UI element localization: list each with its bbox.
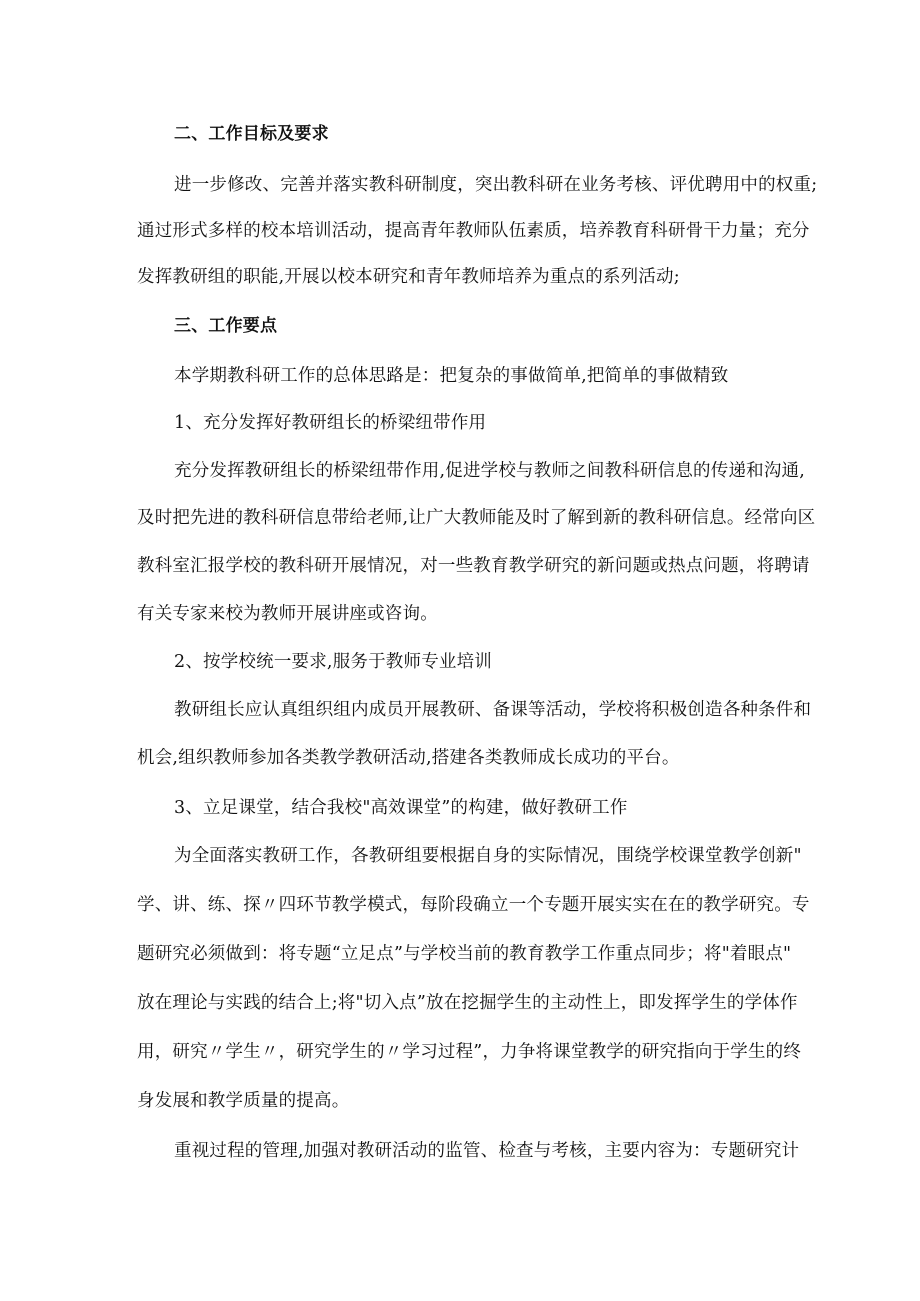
item2-para-line: 机会,组织教师参加各类教学教研活动,搭建各类教师成长成功的平台。: [137, 748, 680, 768]
item1-para-line: 有关专家来校为教师开展讲座或咨询。: [137, 604, 438, 624]
item3-para-line: 为全面落实教研工作，各教研组要根据自身的实际情况，围绕学校课堂教学创新": [174, 846, 802, 866]
item3-title: 3、立足课堂，结合我校"高效课堂”的构建，做好教研工作: [174, 798, 628, 818]
section3-intro: 本学期教科研工作的总体思路是：把复杂的事做简单,把简单的事做精致: [174, 366, 729, 386]
item1-para-line: 教科室汇报学校的教科研开展情况，对一些教育教学研究的新问题或热点问题，将聘请: [137, 556, 810, 576]
item1-para-line: 及时把先进的教科研信息带给老师,让广大教师能及时了解到新的教科研信息。经常向区: [137, 508, 816, 528]
item3-para-line: 用，研究〃学生〃，研究学生的〃学习过程”，力争将课堂教学的研究指向于学生的终: [137, 1042, 802, 1062]
item3-para-line: 身发展和教学质量的提高。: [137, 1091, 350, 1111]
section2-para-line: 进一步修改、完善并落实教科研制度，突出教科研在业务考核、评优聘用中的权重;: [174, 175, 818, 195]
section3-heading: 三、工作要点: [174, 316, 278, 336]
item2-title: 2、按学校统一要求,服务于教师专业培训: [174, 652, 492, 672]
item3-para-line: 学、讲、练、探〃四环节教学模式，每阶段确立一个专题开展实实在在的教学研究。专: [137, 895, 810, 915]
section2-heading: 二、工作目标及要求: [174, 124, 329, 144]
section2-para-line: 通过形式多样的校本培训活动，提高青年教师队伍素质，培养教育科研骨干力量；充分: [137, 221, 810, 241]
closing-para-line: 重视过程的管理,加强对教研活动的监管、检查与考核，主要内容为：专题研究计: [174, 1141, 800, 1161]
section2-para-line: 发挥教研组的职能,开展以校本研究和青年教师培养为重点的系列活动;: [137, 267, 680, 287]
item1-title: 1、充分发挥好教研组长的桥梁纽带作用: [174, 413, 487, 433]
item1-para-line: 充分发挥教研组长的桥梁纽带作用,促进学校与教师之间教科研信息的传递和沟通,: [174, 461, 806, 481]
item3-para-line: 放在理论与实践的结合上;将"切入点”放在挖掘学生的主动性上，即发挥学生的学体作: [137, 993, 798, 1013]
item3-para-line: 题研究必须做到：将专题“立足点”与学校当前的教育教学工作重点同步；将"着眼点": [137, 944, 792, 964]
item2-para-line: 教研组长应认真组织组内成员开展教研、备课等活动，学校将积极创造各种条件和: [174, 700, 812, 720]
